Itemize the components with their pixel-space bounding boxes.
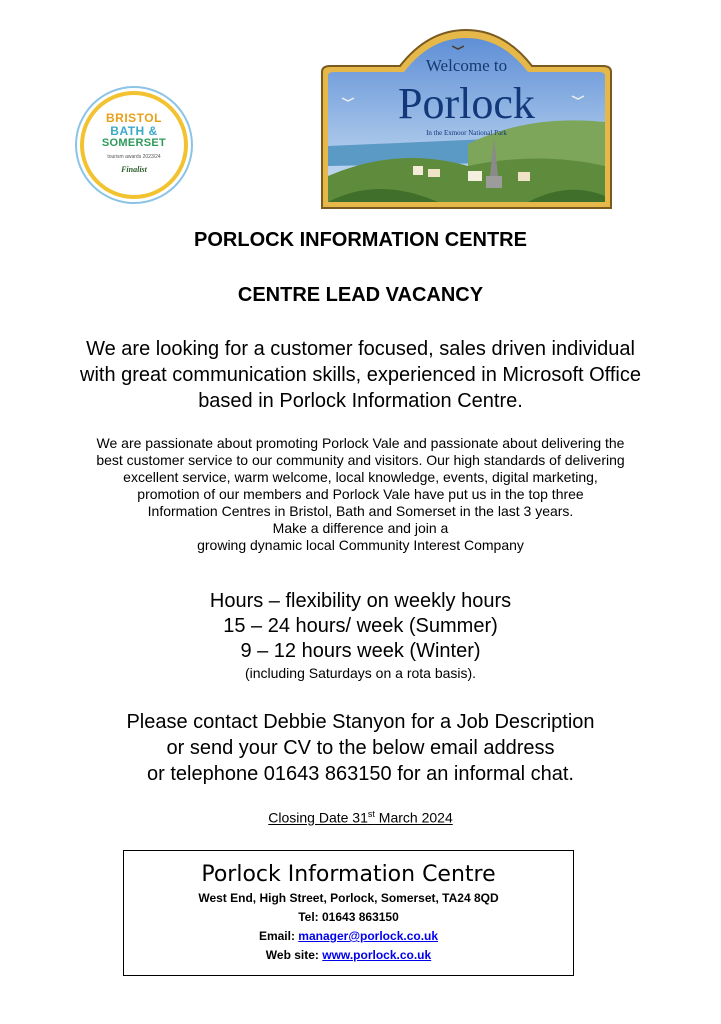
- paragraph-line: We are passionate about promoting Porlock Vale and passionate about delivering the: [96, 435, 625, 451]
- award-line1: BRISTOL: [106, 111, 162, 125]
- vacancy-title: CENTRE LEAD VACANCY: [237, 284, 484, 306]
- award-line2: BATH &: [110, 124, 158, 138]
- paragraph-line: Information Centres in Bristol, Bath and Somerset in the last 3 years.: [147, 503, 574, 519]
- hours-line: 9 – 12 hours week (Winter): [240, 640, 481, 662]
- paragraph-line: excellent service, warm welcome, local knowledge, events, digital marketing,: [123, 469, 598, 485]
- sign-welcome-text: Welcome to: [425, 56, 508, 75]
- contact-section: [0, 709, 721, 787]
- sign-name-text: Porlock: [398, 79, 535, 128]
- paragraph-line: best customer service to our community and visitors. Our high standards of delivering: [96, 452, 625, 468]
- hours-line: Hours – flexibility on weekly hours: [209, 590, 512, 612]
- sign-subtitle-text: In the Exmoor National Park: [426, 129, 507, 137]
- contact-box: [123, 850, 574, 976]
- web-label: Web site:: [265, 948, 323, 962]
- closing-prefix: Closing Date 31: [268, 809, 368, 826]
- email-link[interactable]: manager@porlock.co.uk: [298, 929, 439, 943]
- box-address: West End, High Street, Porlock, Somerset, TA24 8QD: [198, 891, 499, 905]
- description-paragraph: [0, 435, 721, 554]
- box-web-row: [124, 946, 573, 965]
- email-label: Email:: [258, 929, 299, 943]
- hours-section: [0, 589, 721, 682]
- contact-line: or send your CV to the below email address: [166, 737, 555, 759]
- closing-date: [0, 809, 721, 826]
- award-line3: SOMERSET: [101, 137, 167, 149]
- contact-line: Please contact Debbie Stanyon for a Job Description: [126, 711, 595, 733]
- box-telephone: Tel: 01643 863150: [298, 910, 399, 924]
- award-line4: tourism awards 2023/24: [107, 154, 161, 160]
- closing-date-text: March 2024: [374, 809, 453, 826]
- award-badge: [84, 95, 184, 195]
- paragraph-line: promotion of our members and Porlock Vale have put us in the top three: [137, 486, 584, 502]
- box-title: Porlock Information Centre: [201, 862, 496, 887]
- box-email-row: [124, 927, 573, 946]
- welcome-sign-image: [318, 26, 615, 212]
- website-link[interactable]: www.porlock.co.uk: [322, 948, 432, 962]
- page-title: PORLOCK INFORMATION CENTRE: [194, 229, 527, 251]
- intro-text: [0, 336, 721, 414]
- hours-note: (including Saturdays on a rota basis).: [244, 665, 477, 681]
- intro-line: with great communication skills, experienced in Microsoft Office: [80, 364, 641, 386]
- closing-suffix: st: [367, 809, 375, 819]
- contact-line: or telephone 01643 863150 for an informal chat.: [147, 763, 574, 785]
- paragraph-line: growing dynamic local Community Interest Company: [197, 537, 524, 553]
- intro-line: based in Porlock Information Centre.: [198, 390, 523, 412]
- hours-line: 15 – 24 hours/ week (Summer): [223, 615, 498, 637]
- intro-line: We are looking for a customer focused, sales driven individual: [86, 338, 635, 360]
- award-finalist: Finalist: [121, 165, 147, 174]
- paragraph-line: Make a difference and join a: [272, 520, 449, 536]
